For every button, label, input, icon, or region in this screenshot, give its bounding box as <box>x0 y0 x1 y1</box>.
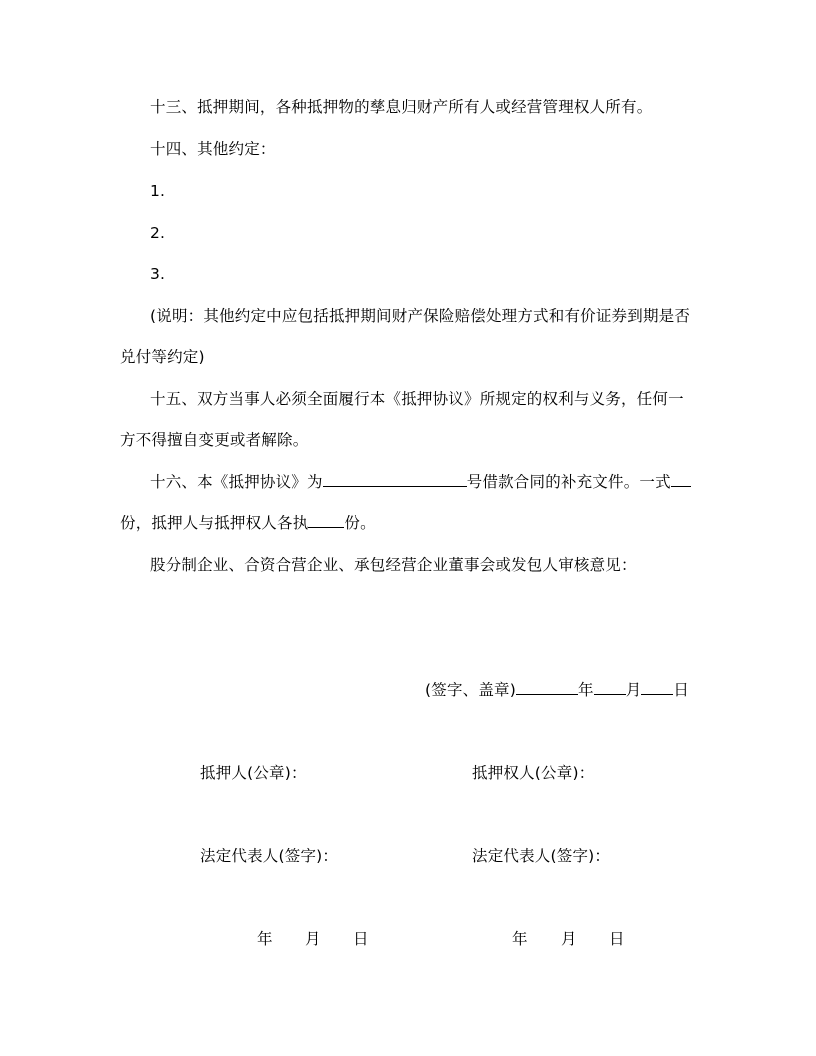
mortgagee-seal-label: 抵押权人(公章)： <box>472 764 595 782</box>
clause-15-line-1: 十五、双方当事人必须全面履行本《抵押协议》所规定的权利与义务，任何一 <box>150 390 684 408</box>
blank-contract-number[interactable] <box>323 472 467 487</box>
blank-copies-each[interactable] <box>308 513 344 528</box>
blank-copies-total[interactable] <box>671 472 691 487</box>
clause-16-part-2: 号借款合同的补充文件。一式 <box>466 473 671 491</box>
left-date-day: 日 <box>353 930 369 948</box>
sign-year-label: 年 <box>578 681 594 699</box>
mortgagee-rep-label: 法定代表人(签字)： <box>472 847 611 865</box>
sign-day-label: 日 <box>673 681 690 699</box>
review-opinion: 股分制企业、合资合营企业、承包经营企业董事会或发包人审核意见： <box>150 556 637 574</box>
clause-14-title: 十四、其他约定： <box>150 140 276 158</box>
clause-15-line-2: 方不得擅自变更或者解除。 <box>120 431 309 449</box>
blank-sign-year[interactable] <box>516 680 578 695</box>
clause-16-line-2 <box>120 513 376 533</box>
clause-14-note-line-1: (说明：其他约定中应包括抵押期间财产保险赔偿处理方式和有价证券到期是否 <box>150 307 691 325</box>
right-date-month: 月 <box>561 930 577 948</box>
clause-14-item-2: 2. <box>150 224 166 242</box>
sign-stamp-label: (签字、盖章) <box>425 681 516 699</box>
blank-sign-month[interactable] <box>594 680 626 695</box>
clause-16-line-1 <box>150 472 691 492</box>
clause-13: 十三、抵押期间，各种抵押物的孳息归财产所有人或经营管理权人所有。 <box>150 98 653 116</box>
mortgagor-rep-label: 法定代表人(签字)： <box>200 847 339 865</box>
clause-16-part-1: 十六、本《抵押协议》为 <box>150 473 323 491</box>
clause-14-note-line-2: 兑付等约定) <box>120 348 205 366</box>
mortgagor-seal-label: 抵押人(公章)： <box>200 764 307 782</box>
clause-16-part-4: 份。 <box>344 514 376 532</box>
right-date-day: 日 <box>609 930 625 948</box>
left-date-month: 月 <box>305 930 321 948</box>
right-date-year: 年 <box>512 930 528 948</box>
sign-month-label: 月 <box>625 681 642 699</box>
sign-date-line <box>425 680 689 700</box>
clause-14-item-3: 3. <box>150 265 166 283</box>
left-date-year: 年 <box>257 930 273 948</box>
clause-14-item-1: 1. <box>150 182 166 200</box>
clause-16-part-3: 份，抵押人与抵押权人各执 <box>120 514 309 532</box>
blank-sign-day[interactable] <box>641 680 673 695</box>
